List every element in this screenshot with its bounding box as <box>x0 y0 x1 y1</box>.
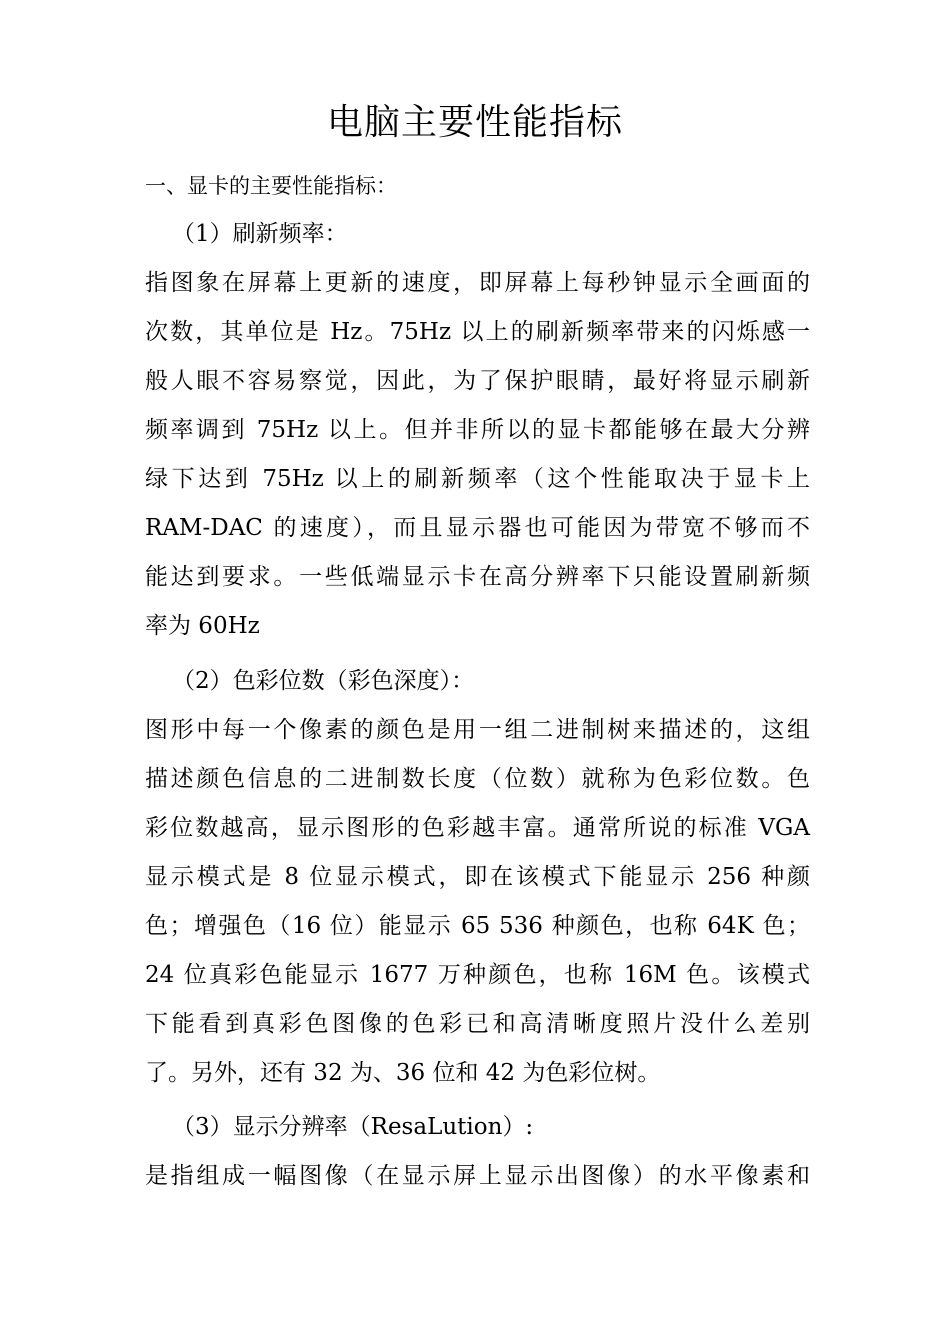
paragraph-line: 了。另外，还有 32 为、36 位和 42 为色彩位树。 <box>145 1060 661 1086</box>
paragraph-line: 指图象在屏幕上更新的速度，即屏幕上每秒钟显示全画面的 <box>145 270 810 296</box>
paragraph-line: 率为 60Hz <box>145 613 260 639</box>
paragraph-line: 能达到要求。一些低端显示卡在高分辨率下只能设置刷新频 <box>145 564 810 590</box>
paragraph-line: 图形中每一个像素的颜色是用一组二进制树来描述的，这组 <box>145 717 810 743</box>
paragraph-line: 是指组成一幅图像（在显示屏上显示出图像）的水平像素和 <box>145 1163 810 1189</box>
paragraph-line: 般人眼不容易察觉，因此，为了保护眼睛，最好将显示刷新 <box>145 368 810 394</box>
paragraph-line: 色；增强色（16 位）能显示 65 536 种颜色，也称 64K 色； <box>145 913 810 939</box>
subheading-color-depth: （2）色彩位数（彩色深度）： <box>172 668 475 694</box>
section-heading: 一、显卡的主要性能指标： <box>145 174 397 198</box>
paragraph-line: 频率调到 75Hz 以上。但并非所以的显卡都能够在最大分辨 <box>145 417 810 443</box>
paragraph-line: 24 位真彩色能显示 1677 万种颜色，也称 16M 色。该模式 <box>145 962 810 988</box>
paragraph-line: 显示模式是 8 位显示模式，即在该模式下能显示 256 种颜 <box>145 864 810 890</box>
paragraph-line: RAM-DAC 的速度），而且显示器也可能因为带宽不够而不 <box>145 515 810 541</box>
document-title: 电脑主要性能指标 <box>326 102 623 143</box>
subheading-resolution: （3）显示分辨率（ResaLution）: <box>172 1114 534 1140</box>
paragraph-line: 绿下达到 75Hz 以上的刷新频率（这个性能取决于显卡上 <box>145 466 810 492</box>
paragraph-line: 次数，其单位是 Hz。75Hz 以上的刷新频率带来的闪烁感一 <box>145 319 810 345</box>
paragraph-line: 彩位数越高，显示图形的色彩越丰富。通常所说的标准 VGA <box>145 815 810 841</box>
subheading-refresh-rate: （1）刷新频率： <box>172 221 348 247</box>
paragraph-line: 描述颜色信息的二进制数长度（位数）就称为色彩位数。色 <box>145 766 810 792</box>
paragraph-line: 下能看到真彩色图像的色彩已和高清晰度照片没什么差别 <box>145 1011 810 1037</box>
